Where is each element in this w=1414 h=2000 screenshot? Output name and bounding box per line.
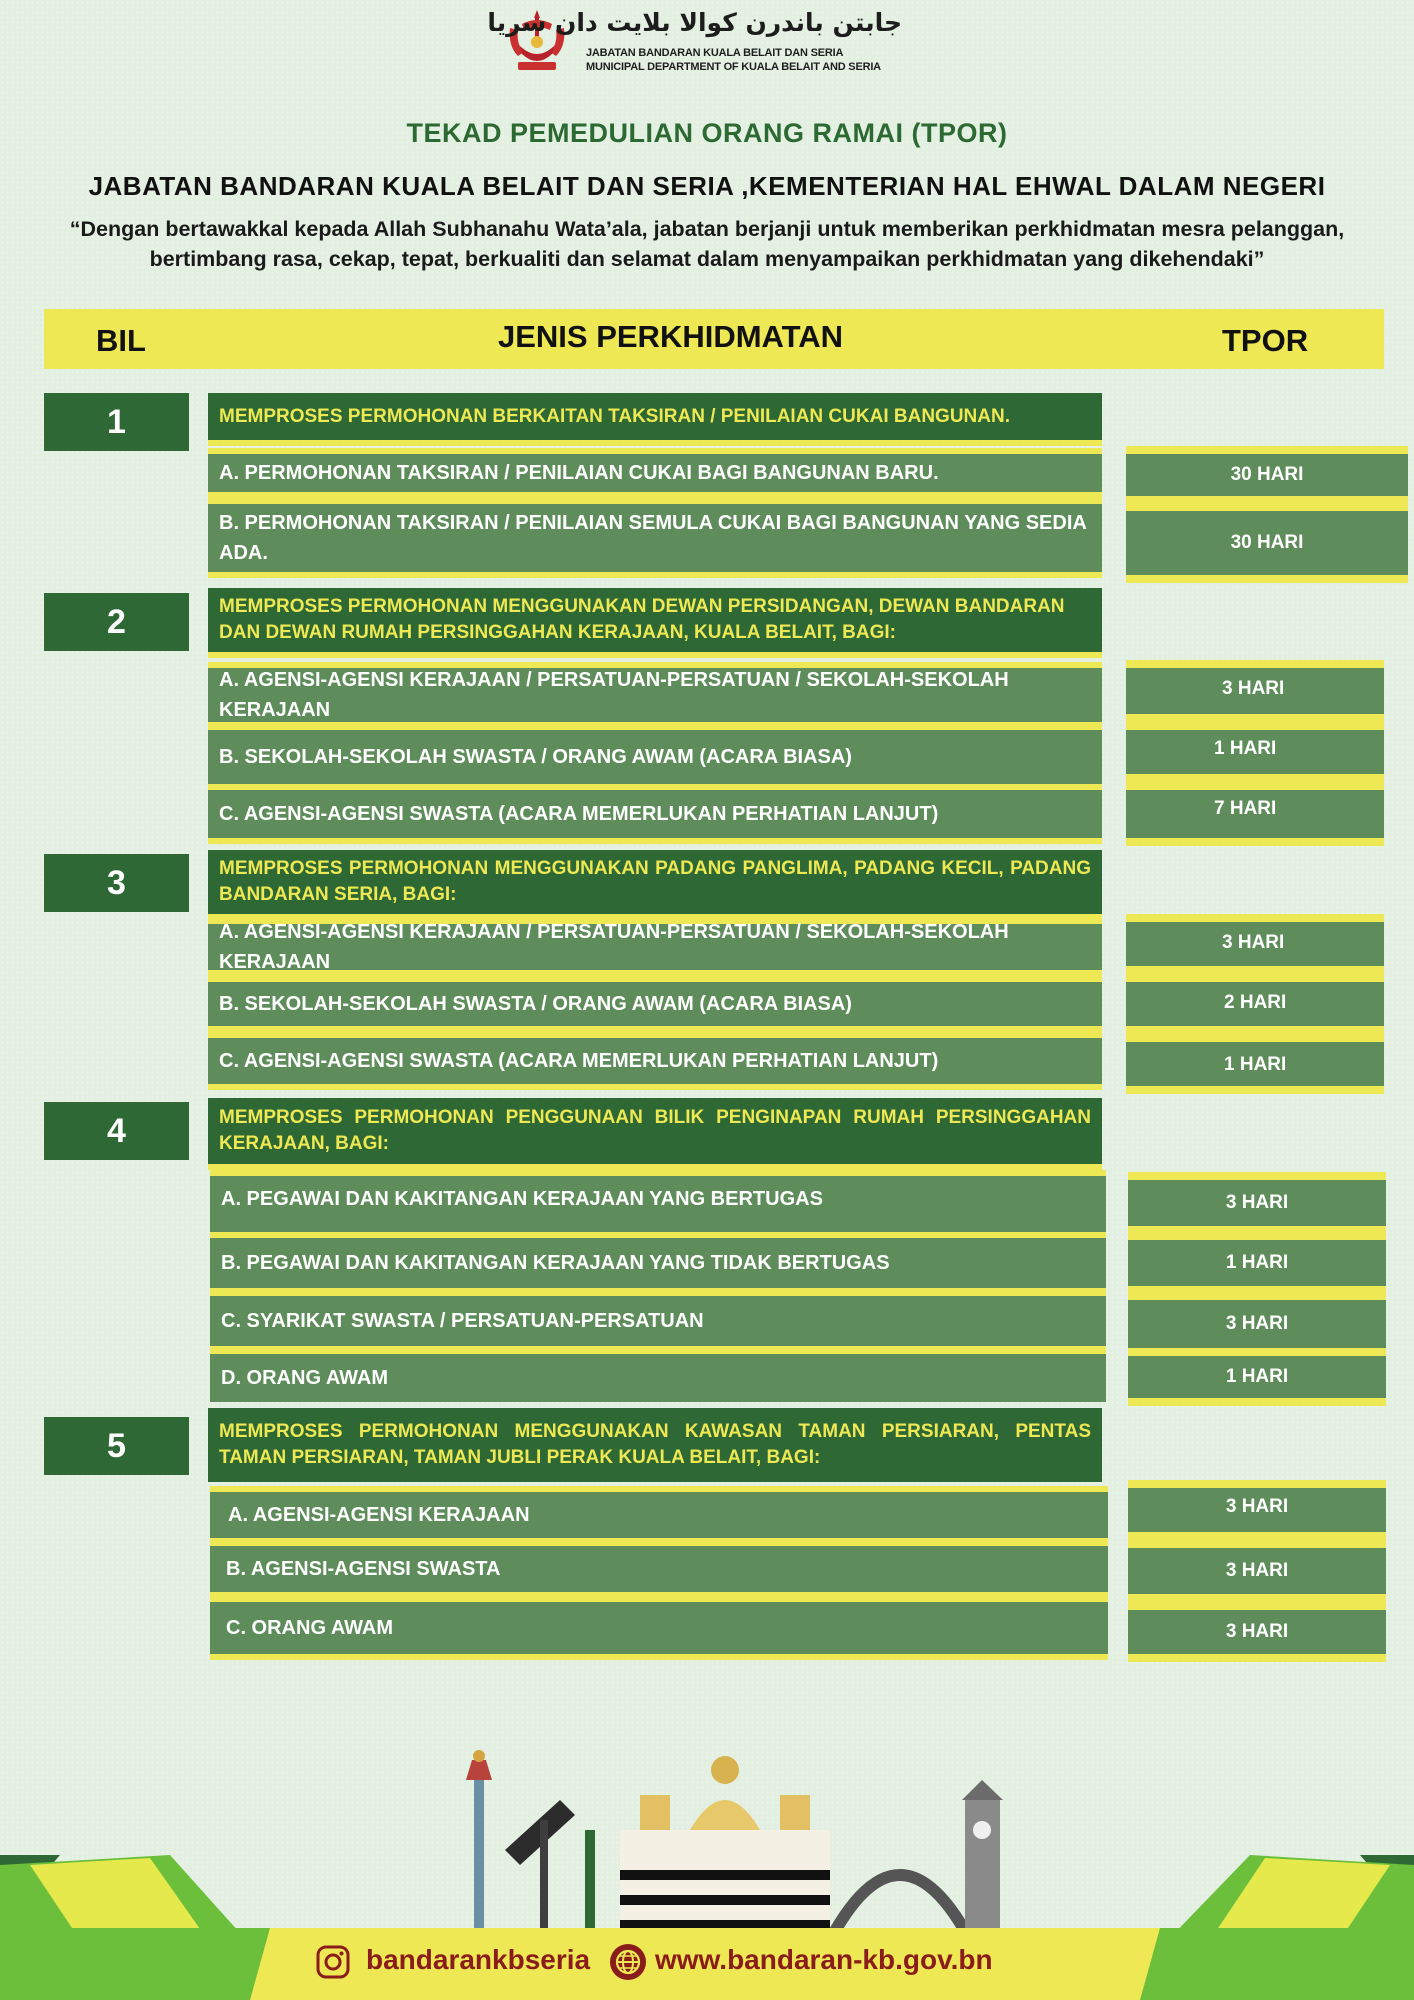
section-heading: MEMPROSES PERMOHONAN BERKAITAN TAKSIRAN / PENILAIAN CUKAI BANGUNAN. <box>208 393 1102 446</box>
section-heading: MEMPROSES PERMOHONAN MENGGUNAKAN DEWAN PERSIDANGAN, DEWAN BANDARAN DAN DEWAN RUMAH PERSINGGAHAN KERAJAAN, KUALA BELAIT, BAGI: <box>208 588 1102 658</box>
globe-icon[interactable] <box>609 1943 647 1981</box>
service-item: A. AGENSI-AGENSI KERAJAAN / PERSATUAN-PERSATUAN / SEKOLAH-SEKOLAH KERAJAAN <box>208 918 1102 976</box>
section-number: 5 <box>44 1417 189 1475</box>
website-link[interactable]: www.bandaran-kb.gov.bn <box>655 1944 993 1975</box>
section-number: 4 <box>44 1102 189 1160</box>
service-item: A. PEGAWAI DAN KAKITANGAN KERAJAAN YANG BERTUGAS <box>210 1170 1106 1238</box>
service-item: C. AGENSI-AGENSI SWASTA (ACARA MEMERLUKAN PERHATIAN LANJUT) <box>208 784 1102 844</box>
landmark-tower <box>466 1750 492 1940</box>
department-name-en: MUNICIPAL DEPARTMENT OF KUALA BELAIT AND SERIA <box>586 61 881 73</box>
tpor-value: 1 HARI <box>1126 1034 1384 1094</box>
oil-pump-jack <box>505 1800 595 1940</box>
tpor-value: 3 HARI <box>1128 1540 1386 1602</box>
tpor-value: 1 HARI <box>1128 1232 1386 1294</box>
section-number: 1 <box>44 393 189 451</box>
mosque-building <box>620 1756 970 1950</box>
department-name-ms: JABATAN BANDARAN KUALA BELAIT DAN SERIA <box>586 47 844 59</box>
clock-tower <box>962 1780 1003 1950</box>
page-subtitle: JABATAN BANDARAN KUALA BELAIT DAN SERIA ,KEMENTERIAN HAL EHWAL DALAM NEGERI <box>88 171 1326 201</box>
tpor-value: 3 HARI <box>1126 914 1384 974</box>
service-item: C. ORANG AWAM <box>210 1596 1108 1660</box>
service-item: B. PEGAWAI DAN KAKITANGAN KERAJAAN YANG TIDAK BERTUGAS <box>210 1232 1106 1294</box>
service-item: B. SEKOLAH-SEKOLAH SWASTA / ORANG AWAM (ACARA BIASA) <box>208 976 1102 1032</box>
instagram-icon[interactable] <box>316 1945 350 1979</box>
section-heading: MEMPROSES PERMOHONAN MENGGUNAKAN PADANG PANGLIMA, PADANG KECIL, PADANG BANDARAN SERIA, BAGI: <box>208 850 1102 920</box>
col-tpor: TPOR <box>1222 323 1309 358</box>
tpor-value: 1 HARI <box>1128 1348 1386 1406</box>
section-heading: MEMPROSES PERMOHONAN PENGGUNAAN BILIK PENGINAPAN RUMAH PERSINGGAHAN KERAJAAN, BAGI: <box>208 1098 1102 1170</box>
tpor-value: 2 HARI <box>1126 974 1384 1034</box>
service-item: C. AGENSI-AGENSI SWASTA (ACARA MEMERLUKAN PERHATIAN LANJUT) <box>208 1032 1102 1090</box>
tpor-value: 3 HARI <box>1128 1292 1386 1356</box>
tpor-value: 30 HARI <box>1126 503 1408 583</box>
tpor-value: 3 HARI <box>1128 1172 1386 1234</box>
service-item: B. SEKOLAH-SEKOLAH SWASTA / ORANG AWAM (ACARA BIASA) <box>208 724 1102 790</box>
tpor-value: 7 HARI <box>1126 782 1384 846</box>
tpor-value: 3 HARI <box>1128 1602 1386 1662</box>
col-service: JENIS PERKHIDMATAN <box>498 319 844 354</box>
section-heading: MEMPROSES PERMOHONAN MENGGUNAKAN KAWASAN TAMAN PERSIARAN, PENTAS TAMAN PERSIARAN, TAMAN JUBLI PERAK KUALA BELAIT, BAGI: <box>208 1408 1102 1482</box>
table-header <box>44 309 1384 369</box>
instagram-handle-link[interactable]: bandarankbseria <box>366 1944 591 1975</box>
col-bil: BIL <box>96 323 146 358</box>
service-item: A. AGENSI-AGENSI KERAJAAN / PERSATUAN-PERSATUAN / SEKOLAH-SEKOLAH KERAJAAN <box>208 662 1102 728</box>
tpor-value: 30 HARI <box>1126 446 1408 504</box>
tpor-value: 1 HARI <box>1126 722 1384 782</box>
pledge-text: “Dengan bertawakkal kepada Allah Subhanahu Wata’ala, jabatan berjanji untuk memberikan perkhidmatan mesra pelanggan, bertimbang rasa, cekap, tepat, berkualiti dan selamat dalam menyampaikan perkhidmatan yang dikehendaki” <box>69 217 1345 271</box>
section-number: 3 <box>44 854 189 912</box>
tpor-value: 3 HARI <box>1126 660 1384 722</box>
service-item: C. SYARIKAT SWASTA / PERSATUAN-PERSATUAN <box>210 1290 1106 1352</box>
tpor-value: 3 HARI <box>1128 1480 1386 1540</box>
service-item: A. PERMOHONAN TAKSIRAN / PENILAIAN CUKAI BAGI BANGUNAN BARU. <box>208 448 1102 498</box>
service-item: B. AGENSI-AGENSI SWASTA <box>210 1540 1108 1598</box>
service-item: D. ORANG AWAM <box>210 1348 1106 1402</box>
service-item: B. PERMOHONAN TAKSIRAN / PENILAIAN SEMULA CUKAI BAGI BANGUNAN YANG SEDIA ADA. <box>208 498 1102 578</box>
section-number: 2 <box>44 593 189 651</box>
arabic-department-name: جابتن باندرن کوالا بلايت دان سريا <box>487 8 902 37</box>
page-title: TEKAD PEMEDULIAN ORANG RAMAI (TPOR) <box>406 118 1008 148</box>
service-item: A. AGENSI-AGENSI KERAJAAN <box>210 1486 1108 1544</box>
